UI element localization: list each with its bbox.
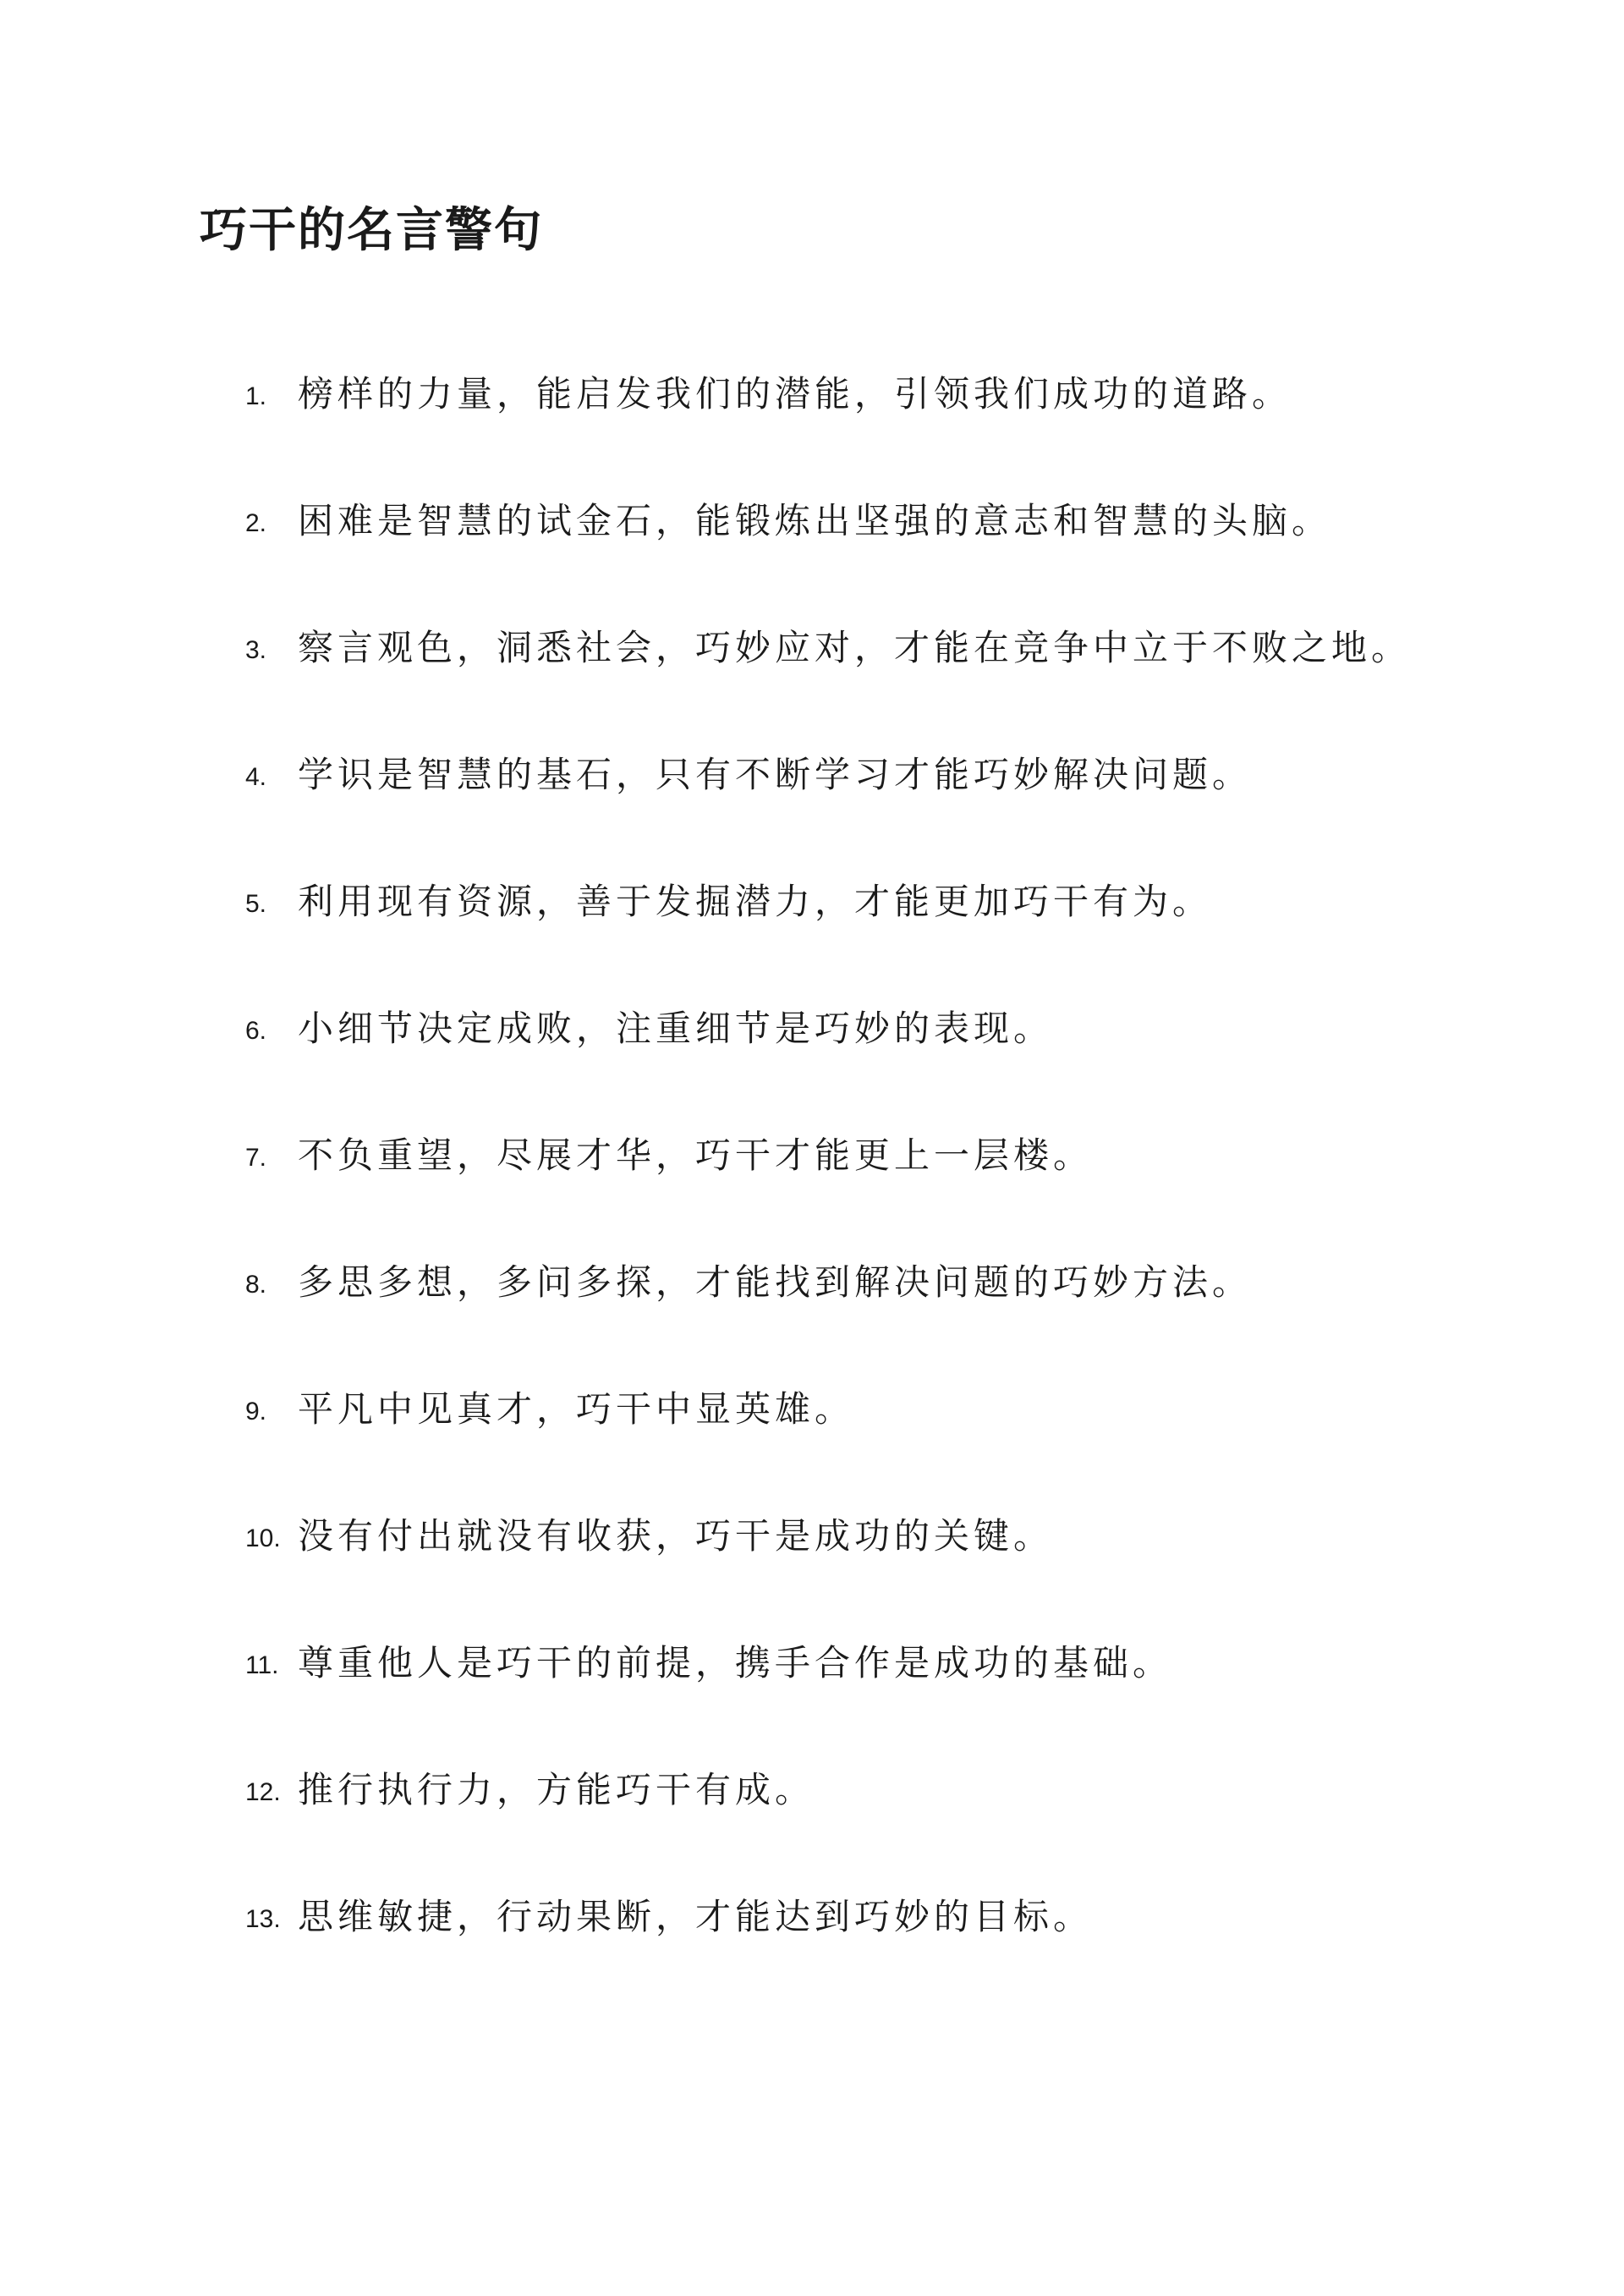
quote-text: 推行执行力，方能巧干有成。	[298, 1769, 815, 1810]
quote-item	[245, 981, 1413, 1076]
quote-text: 不负重望，尽展才华，巧干才能更上一层楼。	[298, 1134, 1094, 1176]
quote-item	[245, 1616, 1413, 1711]
quote-text: 没有付出就没有收获，巧干是成功的关键。	[298, 1515, 1054, 1557]
quote-item	[245, 728, 1413, 822]
quote-number: 10.	[245, 1524, 281, 1552]
quote-item	[245, 601, 1413, 695]
quote-item	[245, 474, 1413, 569]
quote-item	[245, 347, 1413, 442]
quote-item	[245, 1235, 1413, 1330]
quote-item	[245, 1870, 1413, 1964]
quote-item	[245, 1489, 1413, 1584]
quote-item	[245, 1362, 1413, 1457]
quote-text: 困难是智慧的试金石，能锻炼出坚强的意志和智慧的头脑。	[298, 500, 1332, 541]
quote-text: 小细节决定成败，注重细节是巧妙的表现。	[298, 1008, 1054, 1049]
quote-number: 1.	[245, 382, 267, 410]
quote-list	[245, 347, 1413, 1997]
quote-number: 6.	[245, 1017, 267, 1045]
quote-number: 5.	[245, 890, 267, 918]
quote-number: 4.	[245, 763, 267, 791]
quote-text: 平凡中见真才，巧干中显英雄。	[298, 1388, 855, 1430]
quote-item	[245, 1108, 1413, 1203]
quote-number: 12.	[245, 1778, 281, 1806]
quote-number: 8.	[245, 1271, 267, 1299]
quote-text: 多思多想，多问多探，才能找到解决问题的巧妙方法。	[298, 1261, 1253, 1303]
quote-text: 察言观色，洞悉社会，巧妙应对，才能在竞争中立于不败之地。	[298, 627, 1412, 668]
quote-number: 2.	[245, 509, 267, 537]
quote-text: 利用现有资源，善于发掘潜力，才能更加巧干有为。	[298, 881, 1213, 922]
quote-item	[245, 1743, 1413, 1837]
quote-number: 13.	[245, 1905, 281, 1933]
quote-text: 学识是智慧的基石，只有不断学习才能巧妙解决问题。	[298, 754, 1253, 795]
quote-text: 榜样的力量，能启发我们的潜能，引领我们成功的道路。	[298, 373, 1292, 415]
quote-number: 11.	[245, 1651, 279, 1679]
quote-number: 7.	[245, 1144, 267, 1172]
quote-item	[245, 854, 1413, 949]
document-title: 巧干的名言警句	[200, 202, 543, 258]
quote-number: 9.	[245, 1398, 267, 1425]
quote-text: 尊重他人是巧干的前提，携手合作是成功的基础。	[298, 1642, 1173, 1684]
quote-number: 3.	[245, 636, 267, 664]
quote-text: 思维敏捷，行动果断，才能达到巧妙的目标。	[298, 1896, 1094, 1937]
